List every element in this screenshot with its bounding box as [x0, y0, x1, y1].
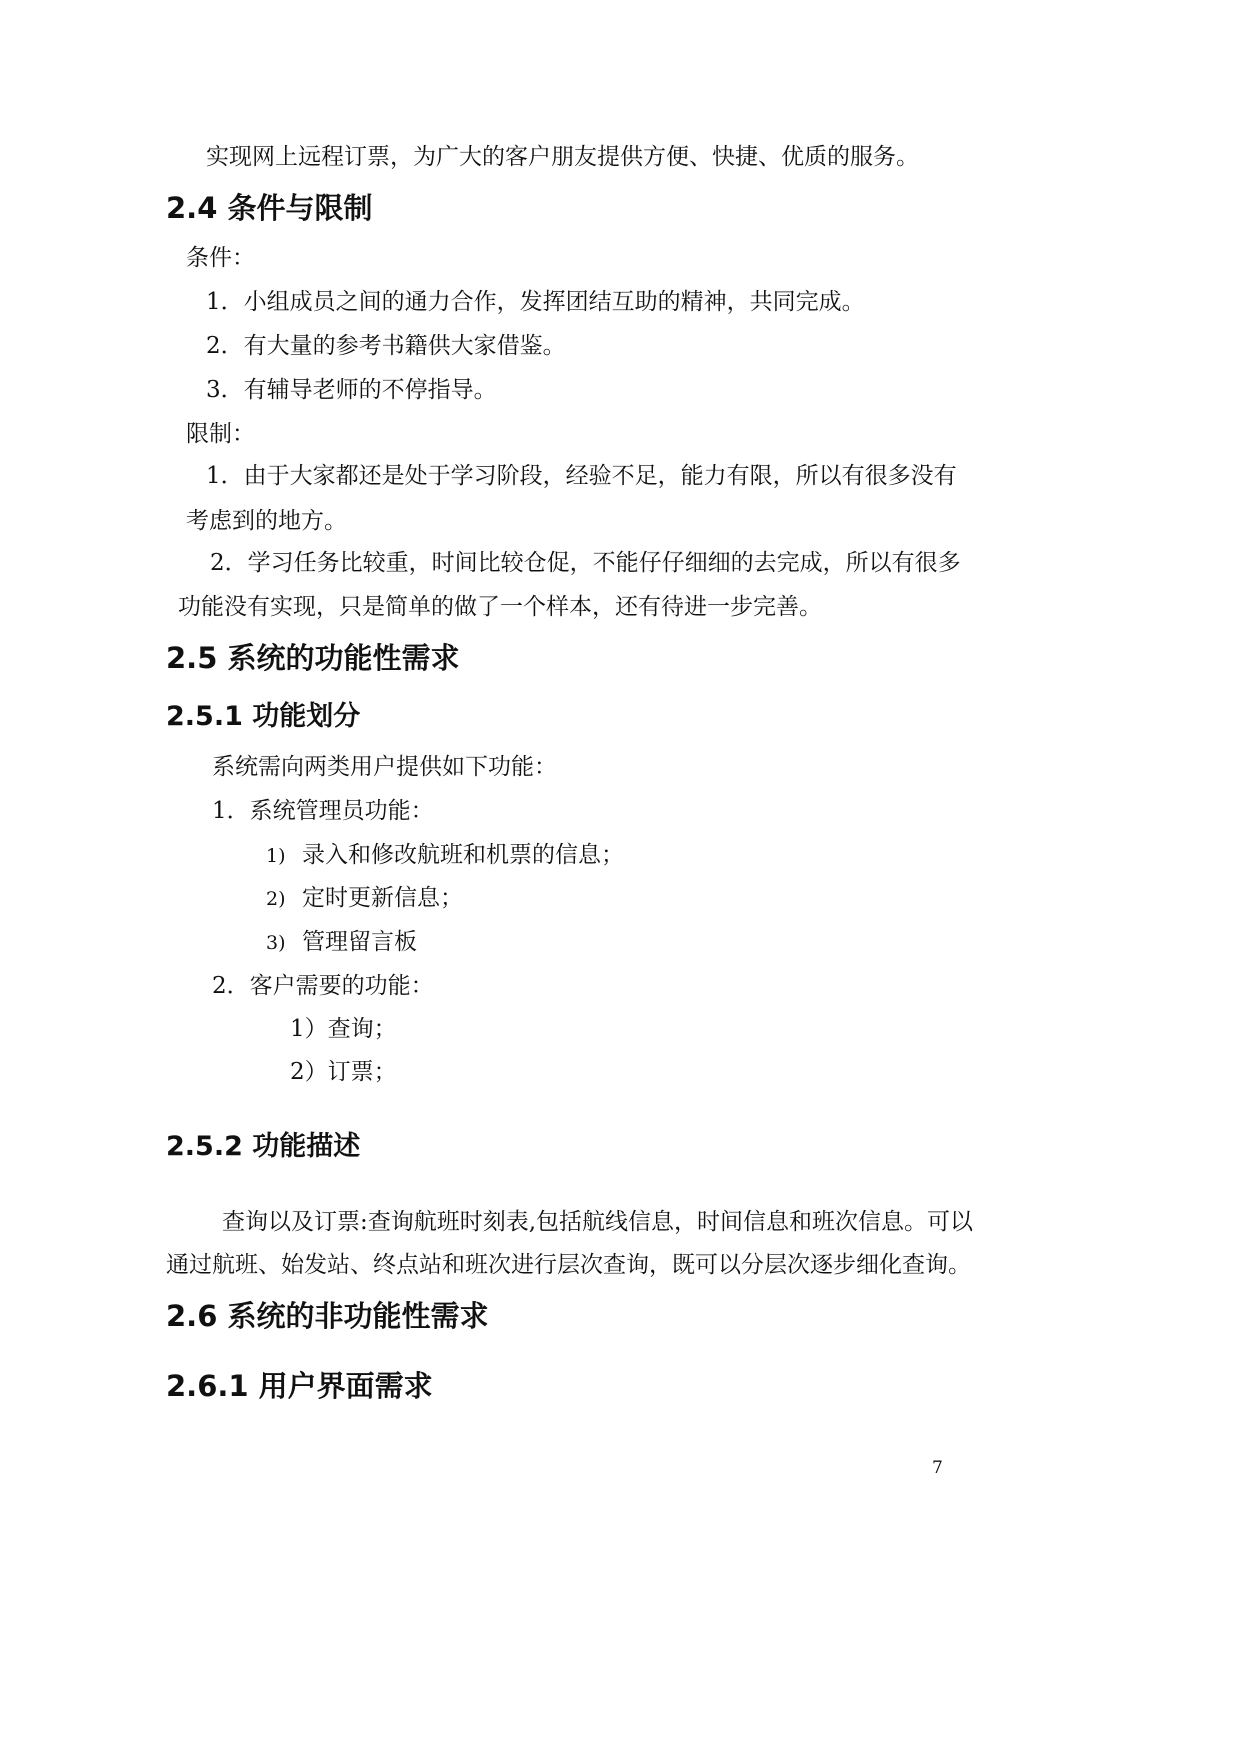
admin-item-text: 管理留言板 — [302, 929, 417, 955]
description-line: 查询以及订票:查询航班时刻表,包括航线信息，时间信息和班次信息。可以 — [222, 1209, 974, 1235]
conditions-label: 条件： — [186, 245, 255, 271]
heading-2-4: 2.4 条件与限制 — [166, 191, 373, 225]
admin-item-text: 定时更新信息； — [302, 885, 463, 911]
limit-item-line: 2．学习任务比较重，时间比较仓促，不能仔仔细细的去完成，所以有很多 — [210, 550, 961, 576]
heading-2-5-2: 2.5.2 功能描述 — [166, 1131, 361, 1162]
heading-2-5-1: 2.5.1 功能划分 — [166, 701, 361, 732]
admin-item-number: 3) — [266, 932, 286, 954]
admin-item-text: 录入和修改航班和机票的信息； — [302, 842, 624, 868]
heading-2-6: 2.6 系统的非功能性需求 — [166, 1299, 489, 1333]
customer-functions-label: 2．客户需要的功能： — [212, 973, 434, 999]
limits-label: 限制： — [186, 421, 255, 447]
intro-line: 实现网上远程订票，为广大的客户朋友提供方便、快捷、优质的服务。 — [206, 144, 919, 170]
admin-functions-label: 1．系统管理员功能： — [212, 798, 434, 824]
condition-item: 2．有大量的参考书籍供大家借鉴。 — [206, 333, 566, 359]
page-number: 7 — [932, 1458, 943, 1478]
limit-item-line: 功能没有实现，只是简单的做了一个样本，还有待进一步完善。 — [178, 594, 822, 620]
limit-item-line: 考虑到的地方。 — [186, 508, 347, 534]
function-intro: 系统需向两类用户提供如下功能： — [212, 754, 557, 780]
admin-item-number: 2) — [266, 888, 286, 910]
condition-item: 1．小组成员之间的通力合作，发挥团结互助的精神，共同完成。 — [206, 289, 865, 315]
description-line: 通过航班、始发站、终点站和班次进行层次查询，既可以分层次逐步细化查询。 — [166, 1252, 971, 1278]
limit-item-line: 1．由于大家都还是处于学习阶段，经验不足，能力有限，所以有很多没有 — [206, 463, 957, 489]
heading-2-6-1: 2.6.1 用户界面需求 — [166, 1369, 433, 1403]
heading-2-5: 2.5 系统的功能性需求 — [166, 641, 460, 675]
customer-item: 1）查询； — [290, 1016, 397, 1042]
customer-item: 2）订票； — [290, 1059, 397, 1085]
condition-item: 3．有辅导老师的不停指导。 — [206, 377, 497, 403]
admin-item-number: 1) — [266, 845, 286, 867]
